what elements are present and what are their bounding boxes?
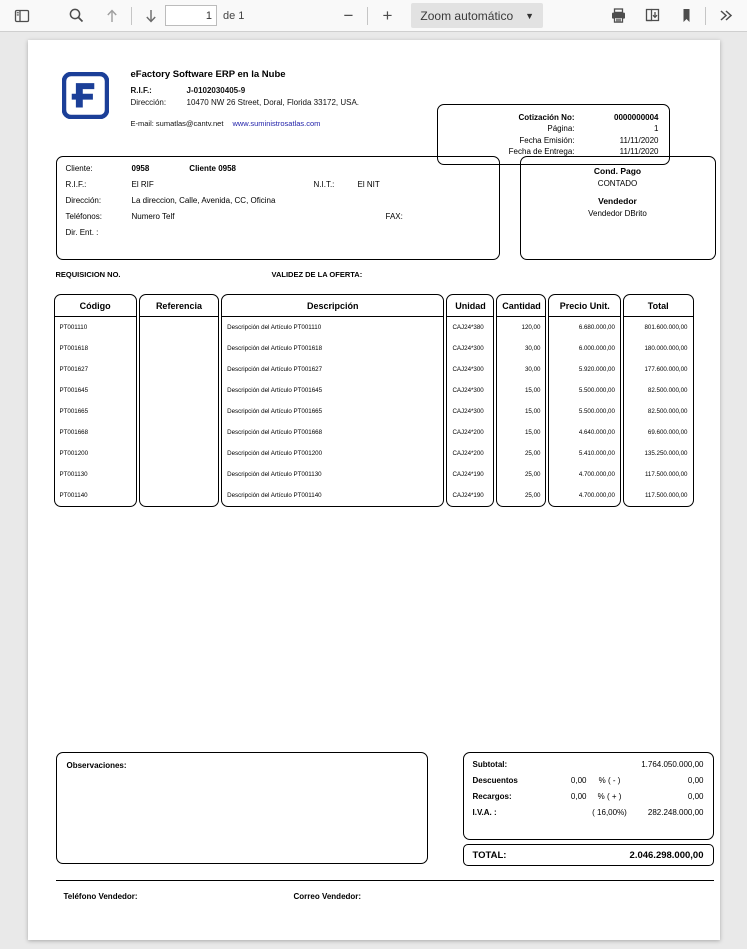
toolbar-divider-2 [367,7,368,25]
company-info [131,62,360,128]
save-icon[interactable] [638,3,666,29]
client-label: Cliente: [65,164,93,173]
header-unidad: Unidad [447,295,493,317]
surcharges-label: Recargos: [472,792,512,801]
table-cell-referencia [140,443,218,464]
discounts-label: Descuentos [472,776,518,785]
toolbar-divider [131,7,132,25]
quotation-row [442,136,659,145]
next-page-icon[interactable] [137,3,165,29]
table-cell-codigo: PT001665 [59,408,89,415]
quotation-row [442,113,659,122]
table-cell-referencia [140,422,218,443]
table-cell-referencia [140,401,218,422]
quotation-issue-date-label: Fecha Emisión: [519,135,575,145]
seller-contact-row [56,892,714,906]
table-cell-precio: 4.640.000,00 [578,429,615,436]
offer-validity-label: VALIDEZ DE LA OFERTA: [271,270,363,279]
column-referencia [139,294,219,507]
quotation-row [442,124,659,133]
surcharges-value: 0,00 [687,792,704,801]
quotation-page-label: Página: [547,124,575,133]
header-descripcion: Descripción [222,295,443,317]
quotation-issue-date-value: 11/11/2020 [619,135,659,145]
table-cell-precio: 4.700.000,00 [578,471,615,478]
seller-email-label: Correo Vendedor: [293,892,362,901]
company-rif-label: R.I.F.: [130,86,152,95]
table-cell-descripcion: Descripción del Artículo PT001130 [227,471,322,478]
table-cell-referencia [140,485,218,506]
table-cell-referencia [140,317,218,338]
table-cell-unidad: CAJ24*380 [452,324,484,331]
table-cell-unidad: CAJ24*300 [452,387,484,394]
bookmark-icon[interactable] [672,3,700,29]
requisition-label: REQUISICION NO. [55,270,121,279]
table-cell-cantidad: 25,00 [524,492,541,499]
grand-total-value: 2.046.298.000,00 [629,849,704,861]
footer-divider [56,880,714,881]
grand-total-label: TOTAL: [472,849,507,861]
table-cell-cantidad: 25,00 [524,450,541,457]
table-cell-codigo: PT001110 [59,324,88,331]
table-cell-cantidad: 120,00 [521,324,541,331]
surcharges-row [473,792,704,801]
table-cell-descripcion: Descripción del Artículo PT001645 [227,387,323,394]
page-number-input[interactable] [165,5,217,26]
client-payment-section [54,156,694,264]
requisition-row [54,270,694,286]
quotation-number-value: 0000000004 [614,112,659,122]
subtotal-row [473,760,704,769]
header-total: Total [624,295,693,317]
column-precio-unitario [548,294,621,507]
quotation-page-value: 1 [654,124,659,133]
table-cell-codigo: PT001200 [59,450,89,457]
document-page [28,40,720,940]
double-chevron-right-icon[interactable] [711,3,739,29]
table-cell-unidad: CAJ24*190 [452,471,484,478]
table-cell-referencia [140,464,218,485]
print-icon[interactable] [604,3,632,29]
grand-total-box [463,844,714,866]
payment-info-box [520,156,716,260]
zoom-out-button[interactable]: − [343,5,354,25]
header-cantidad: Cantidad [497,295,545,317]
column-total [623,294,694,507]
company-rif-row [131,86,360,95]
client-rif-row [66,180,490,190]
table-cell-total: 180.000.000,00 [644,345,688,352]
table-cell-codigo: PT001130 [59,471,88,478]
header-referencia: Referencia [140,295,218,317]
table-cell-descripcion: Descripción del Artículo PT001627 [227,366,323,373]
client-rif-value: El RIF [131,180,154,189]
quotation-number-label: Cotización No: [518,112,575,122]
client-name: Cliente 0958 [189,164,236,173]
table-cell-unidad: CAJ24*300 [452,366,484,373]
payment-condition-label: Cond. Pago [593,166,642,176]
seller-phone-label: Teléfono Vendedor: [63,892,138,901]
client-fax-label: FAX: [385,212,403,221]
table-cell-unidad: CAJ24*300 [452,345,484,352]
table-cell-cantidad: 15,00 [524,429,541,436]
table-cell-precio: 5.500.000,00 [578,387,615,394]
table-cell-codigo: PT001618 [59,345,89,352]
client-address-value: La direccion, Calle, Avenida, CC, Oficina [131,196,276,205]
totals-box [463,752,714,840]
quotation-row [442,147,659,156]
table-cell-total: 69.600.000,00 [647,429,688,436]
column-codigo [54,294,137,507]
client-code: 0958 [131,164,150,173]
table-cell-total: 177.600.000,00 [644,366,688,373]
surcharges-sign: % ( + ) [597,792,622,801]
client-delivery-address-row [66,228,490,238]
zoom-level-select[interactable] [411,3,543,28]
previous-page-icon[interactable] [98,3,126,29]
codigo-cells [55,317,136,506]
table-cell-codigo: PT001140 [59,492,88,499]
table-cell-codigo: PT001668 [59,429,89,436]
table-cell-precio: 6.000.000,00 [578,345,615,352]
discounts-row [473,776,704,785]
table-cell-descripcion: Descripción del Artículo PT001618 [227,345,323,352]
table-cell-descripcion: Descripción del Artículo PT001140 [227,492,322,499]
table-cell-codigo: PT001645 [59,387,89,394]
discounts-percent: 0,00 [570,776,587,785]
toolbar-divider-3 [705,7,706,25]
page-count-label: de 1 [223,9,245,22]
client-delivery-address-label: Dir. Ent. : [65,228,99,237]
total-cells [624,317,693,506]
descripcion-cells [222,317,443,506]
table-cell-referencia [140,338,218,359]
zoom-level-label: Zoom automático [420,8,514,23]
tax-row [473,808,704,817]
table-cell-total: 82.500.000,00 [647,408,688,415]
client-phone-value: Numero Telf [131,212,175,221]
table-cell-precio: 5.920.000,00 [578,366,615,373]
quotation-delivery-date-label: Fecha de Entrega: [508,147,575,156]
table-cell-cantidad: 15,00 [524,387,541,394]
table-cell-cantidad: 30,00 [524,345,541,352]
table-cell-descripcion: Descripción del Artículo PT001110 [227,324,322,331]
payment-condition-value: CONTADO [597,179,638,188]
client-info-box [56,156,500,260]
header-codigo: Código [55,295,136,317]
pdf-toolbar [0,0,747,32]
discounts-sign: % ( - ) [598,776,621,785]
client-nit-group [314,180,380,189]
client-name-row [66,164,490,174]
tax-label: I.V.A. : [472,808,497,817]
chevron-down-icon: ▼ [525,10,535,21]
table-cell-unidad: CAJ24*190 [452,492,484,499]
header-precio-unitario: Precio Unit. [549,295,620,317]
table-cell-descripcion: Descripción del Artículo PT001200 [227,450,323,457]
quotation-delivery-date-value: 11/11/2020 [619,147,659,156]
client-nit-value: El NIT [357,180,380,189]
referencia-cells [140,317,218,506]
company-rif-value: J-0102030405-9 [186,86,246,95]
sidebar-toggle-icon[interactable] [8,3,36,29]
table-cell-cantidad: 15,00 [524,408,541,415]
table-cell-referencia [140,380,218,401]
pdf-viewer-area [0,32,747,949]
tax-value: 282.248.000,00 [647,808,704,817]
table-cell-total: 117.500.000,00 [644,492,688,499]
discounts-value: 0,00 [687,776,704,785]
table-cell-unidad: CAJ24*200 [452,429,484,436]
company-contact-row [131,119,360,128]
tax-percent: ( 16,00%) [592,808,627,817]
column-unidad [446,294,494,507]
table-cell-total: 82.500.000,00 [647,387,688,394]
surcharges-percent: 0,00 [570,792,587,801]
seller-value: Vendedor DBrito [588,209,647,218]
table-cell-codigo: PT001627 [59,366,89,373]
items-table [54,294,694,507]
table-cell-unidad: CAJ24*300 [452,408,484,415]
table-cell-precio: 5.410.000,00 [578,450,615,457]
company-name: eFactory Software ERP en la Nube [130,69,286,80]
client-phone-row [66,212,490,222]
table-cell-referencia [140,359,218,380]
table-cell-unidad: CAJ24*200 [452,450,484,457]
company-address-row [131,98,360,107]
company-address-label: Dirección: [130,98,167,107]
table-cell-total: 117.500.000,00 [644,471,688,478]
seller-label: Vendedor [598,196,637,206]
column-cantidad [496,294,546,507]
table-cell-precio: 5.500.000,00 [578,408,615,415]
company-website[interactable]: www.suministrosatlas.com [232,119,321,128]
table-cell-precio: 4.700.000,00 [578,492,615,499]
company-logo-icon [62,72,109,119]
client-nit-label: N.I.T.: [313,180,335,189]
subtotal-label: Subtotal: [472,760,508,769]
company-email: E-mail: sumatlas@cantv.net [130,119,224,128]
client-phone-label: Teléfonos: [65,212,102,221]
table-cell-descripcion: Descripción del Artículo PT001665 [227,408,323,415]
search-icon[interactable] [62,3,90,29]
subtotal-value: 1.764.050.000,00 [641,760,704,769]
cantidad-cells [497,317,545,506]
table-cell-cantidad: 25,00 [524,471,541,478]
observations-box [56,752,428,864]
client-address-label: Dirección: [65,196,102,205]
table-cell-total: 801.600.000,00 [644,324,688,331]
column-descripcion [221,294,444,507]
table-cell-precio: 6.680.000,00 [578,324,615,331]
observations-label: Observaciones: [66,761,127,770]
table-cell-descripcion: Descripción del Artículo PT001668 [227,429,323,436]
unidad-cells [447,317,493,506]
zoom-in-button[interactable]: + [382,5,393,25]
table-cell-cantidad: 30,00 [524,366,541,373]
precio-cells [549,317,620,506]
client-address-row [66,196,490,206]
company-address-value: 10470 NW 26 Street, Doral, Florida 33172, USA. [186,98,360,107]
table-cell-total: 135.250.000,00 [644,450,688,457]
client-rif-label: R.I.F.: [65,180,87,189]
